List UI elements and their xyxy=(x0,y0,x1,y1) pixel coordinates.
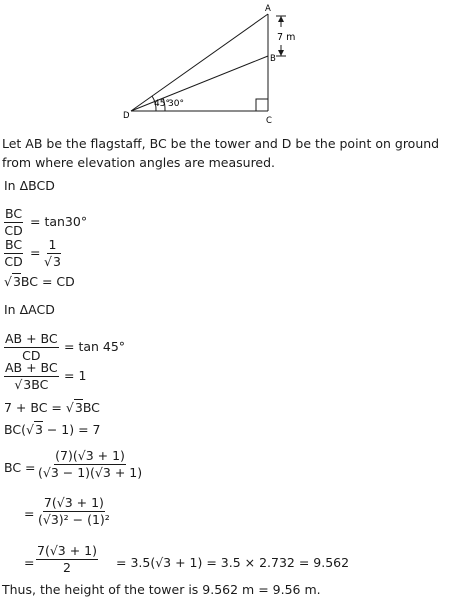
fraction-one-over-root3: $\frac{1}{√3}$ xyxy=(44,237,61,269)
line-d-b xyxy=(131,56,268,111)
fraction-abbc-cd: $\frac{AB + BC}{CD}$ xyxy=(5,331,58,363)
equation-bc-factored: BC(√3 − 1) = 7 xyxy=(4,422,101,437)
right-angle-mark xyxy=(256,99,268,111)
angle-label-30: 30° xyxy=(168,99,184,109)
fraction-abbc-root3bc: $\frac{AB + BC}{√3BC}$ xyxy=(5,360,58,392)
tan45-rhs: = tan 45° xyxy=(64,339,126,354)
fraction-bc-cd-2: $\frac{BC}{CD}$ xyxy=(4,237,23,269)
final-computation: = 3.5(√3 + 1) = 3.5 × 2.732 = 9.562 xyxy=(116,555,350,570)
height-label: 7 m xyxy=(277,32,296,43)
equals-sign: = xyxy=(30,245,41,260)
label-d: D xyxy=(123,111,130,121)
line-d-a xyxy=(131,14,268,111)
fraction-rationalize: $\frac{(7)(√3 + 1)}{(√3 - 1)(√3 + 1)}$ xyxy=(38,448,143,480)
bc-equals-label: BC = xyxy=(4,460,36,475)
root3-bc-equals-cd: √3BC = CD xyxy=(4,274,75,289)
fraction-over-two: $\frac{7(√3 + 1)}{2}$ xyxy=(37,543,97,575)
equation-7-plus-bc: 7 + BC = √3BC xyxy=(4,400,100,415)
equals-sign-3: = xyxy=(24,555,35,570)
label-c: C xyxy=(266,116,272,126)
fraction-bc-cd-1: $\frac{BC}{CD}$ xyxy=(4,206,23,238)
fraction-difference-squares: $\frac{7(√3 + 1)}{\text{(√3)² − (1)²}}$ xyxy=(38,495,110,527)
tan30-rhs: = tan30° xyxy=(30,214,88,229)
tower-flagstaff-diagram xyxy=(0,0,454,130)
equals-one: = 1 xyxy=(64,368,87,383)
equals-sign-2: = xyxy=(24,506,35,521)
heading-triangle-bcd: In ΔBCD xyxy=(4,178,55,193)
conclusion-text: Thus, the height of the tower is 9.562 m = 9.56 m. xyxy=(2,582,321,597)
intro-paragraph: Let AB be the flagstaff, BC be the tower and D be the point on ground from where elevation angles are measured. xyxy=(2,136,440,170)
label-b: B xyxy=(270,54,276,64)
angle-label-45: 45° xyxy=(154,99,170,109)
heading-triangle-acd: In ΔACD xyxy=(4,302,55,317)
label-a: A xyxy=(265,4,271,14)
